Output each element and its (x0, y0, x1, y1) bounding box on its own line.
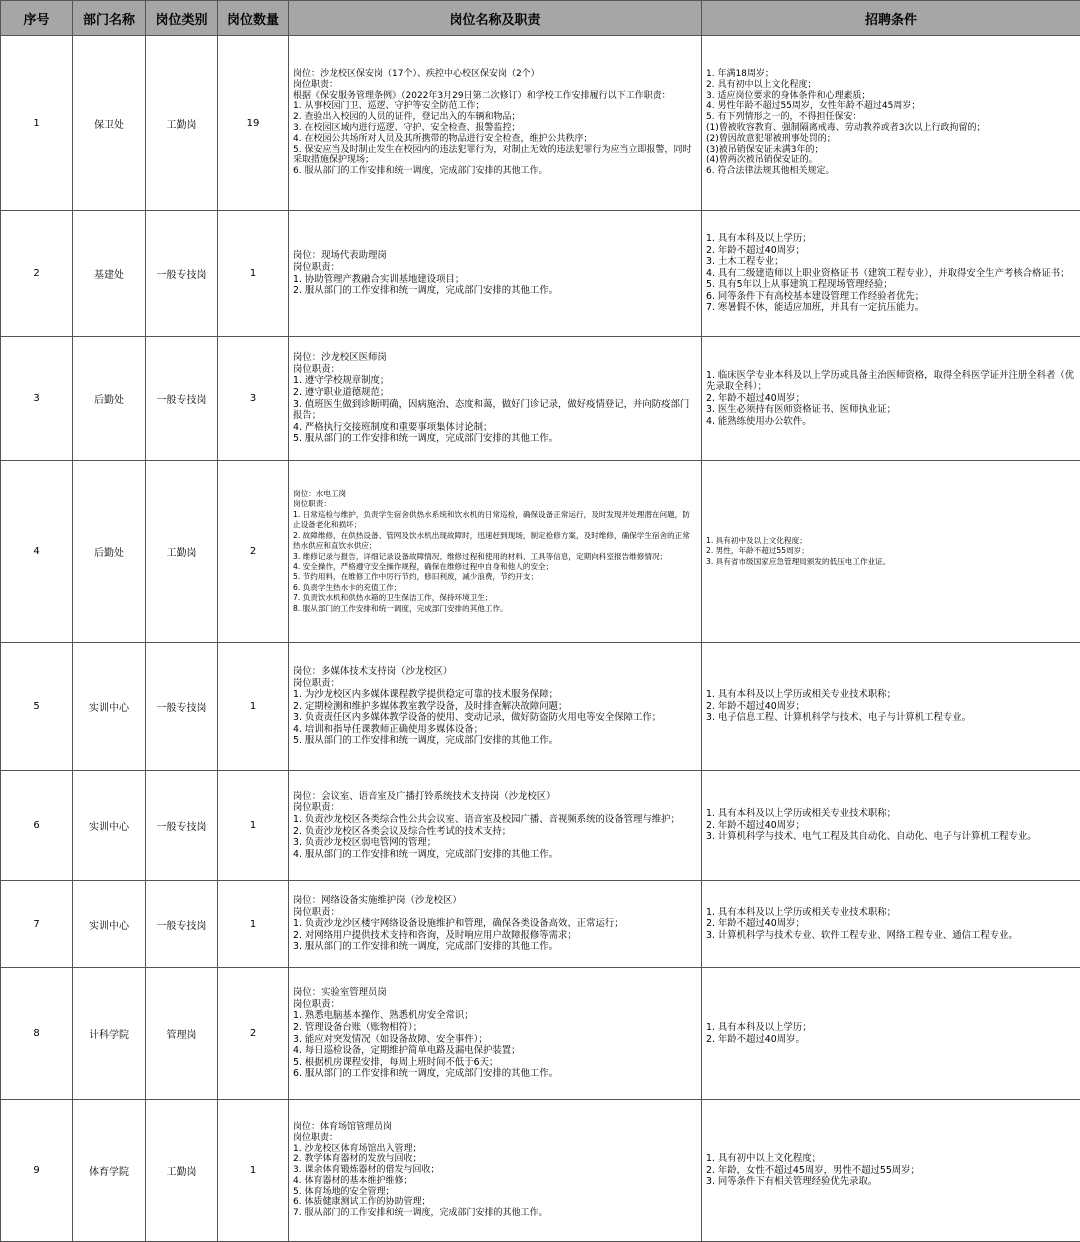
requirement-line: (1)曾被收容教育、强制隔离戒毒、劳动教养或者3次以上行政拘留的； (706, 123, 1076, 134)
duty-line: 3. 维修记录与报告，详细记录设备故障情况、维修过程和使用的材料、工具等信息，定期向科室报告维修情况； (293, 552, 697, 562)
cell-requirements (702, 461, 1080, 643)
requirement-line: 4. 能熟练使用办公软件。 (706, 416, 1076, 428)
duty-line: 1. 沙龙校区体育场馆出入管理； (293, 1144, 697, 1155)
duty-line: 3. 在校园区域内进行巡逻、守护、安全检查、报警监控； (293, 123, 697, 134)
cell-requirements (702, 881, 1080, 968)
duty-line: 岗位职责： (293, 678, 697, 690)
cell-seq: 2 (1, 211, 73, 337)
cell-seq: 6 (1, 771, 73, 881)
duty-line: 岗位职责： (293, 262, 697, 274)
cell-category: 一般专技岗 (146, 771, 218, 881)
duty-line: 2. 服从部门的工作安排和统一调度，完成部门安排的其他工作。 (293, 285, 697, 297)
duty-line: 3. 值班医生做到诊断明确，因病施治、态度和蔼，做好门诊记录，做好疫情登记，并向防疫部门报告； (293, 399, 697, 422)
cell-category: 工勤岗 (146, 461, 218, 643)
duty-line: 5. 服从部门的工作安排和统一调度，完成部门安排的其他工作。 (293, 735, 697, 747)
cell-dept: 实训中心 (73, 643, 146, 771)
requirement-line: 1. 具有本科及以上学历； (706, 233, 1076, 245)
requirement-line: 4. 男性年龄不超过55周岁，女性年龄不超过45周岁； (706, 101, 1076, 112)
requirement-line: 5. 具有5年以上从事建筑工程现场管理经验； (706, 279, 1076, 291)
cell-requirements (702, 36, 1080, 211)
duty-line: 5. 根据机房课程安排，每周上班时间不低于6天； (293, 1057, 697, 1069)
requirement-line: 5. 有下列情形之一的，不得担任保安： (706, 112, 1076, 123)
duty-line: 2. 管理设备台账（账物相符）； (293, 1022, 697, 1034)
duty-line: 2. 教学体育器材的发放与回收； (293, 1154, 697, 1165)
duty-line: 4. 安全操作，严格遵守安全操作规程，确保在维修过程中自身和他人的安全； (293, 562, 697, 572)
table-row (1, 643, 1080, 771)
cell-category: 工勤岗 (146, 36, 218, 211)
duty-line: 岗位职责： (293, 999, 697, 1011)
cell-requirements (702, 211, 1080, 337)
duty-line: 6. 体质健康测试工作的协助管理； (293, 1197, 697, 1208)
cell-count: 1 (218, 1100, 289, 1242)
duty-line: 4. 服从部门的工作安排和统一调度，完成部门安排的其他工作。 (293, 849, 697, 861)
requirement-line: 3. 同等条件下有相关管理经验优先录取。 (706, 1176, 1076, 1188)
duty-line: 岗位：网络设备实施维护岗（沙龙校区） (293, 895, 697, 907)
table-row (1, 461, 1080, 643)
duty-line: 1. 为沙龙校区内多媒体课程教学提供稳定可靠的技术服务保障； (293, 689, 697, 701)
cell-duties (289, 1100, 702, 1242)
duty-line: 4. 每日巡检设备，定期维护简单电路及漏电保护装置； (293, 1045, 697, 1057)
cell-category: 工勤岗 (146, 1100, 218, 1242)
cell-category: 一般专技岗 (146, 643, 218, 771)
duty-line: 1. 负责沙龙校区各类综合性公共会议室、语音室及校园广播、音视频系统的设备管理与维护； (293, 814, 697, 826)
header-duties: 岗位名称及职责 (289, 1, 702, 36)
duty-line: 岗位：实验室管理员岗 (293, 987, 697, 999)
cell-dept: 后勤处 (73, 461, 146, 643)
duty-line: 3. 负责责任区内多媒体教学设备的使用、变动记录，做好防盗防火用电等安全保障工作； (293, 712, 697, 724)
cell-count: 19 (218, 36, 289, 211)
requirement-line: 1. 年满18周岁； (706, 69, 1076, 80)
requirement-line: 2. 年龄不超过40周岁； (706, 918, 1076, 930)
requirement-line: 3. 计算机科学与技术、电气工程及其自动化、自动化、电子与计算机工程专业。 (706, 831, 1076, 843)
duty-line: 2. 故障维修，在供热设备、管网及饮水机出现故障时，迅速赶到现场，制定抢修方案，及时维修，确保学生宿舍的正常热水供应和直饮水供应； (293, 531, 697, 552)
header-dept: 部门名称 (73, 1, 146, 36)
cell-dept: 后勤处 (73, 337, 146, 461)
duty-line: 2. 查验出入校园的人员的证件，登记出入的车辆和物品； (293, 112, 697, 123)
duty-line: 2. 负责沙龙校区各类会议及综合性考试的技术支持； (293, 826, 697, 838)
table-row (1, 337, 1080, 461)
duty-line: 岗位：沙龙校区保安岗（17个）、疾控中心校区保安岗（2个） (293, 69, 697, 80)
duty-line: 4. 体育器材的基本维护维修； (293, 1176, 697, 1187)
cell-requirements (702, 337, 1080, 461)
duty-line: 8. 服从部门的工作安排和统一调度，完成部门安排的其他工作。 (293, 604, 697, 614)
duty-line: 岗位职责： (293, 499, 697, 509)
duty-line: 岗位：体育场馆管理员岗 (293, 1122, 697, 1133)
cell-count: 3 (218, 337, 289, 461)
duty-line: 2. 定期检测和维护多媒体教室教学设备，及时排查解决故障问题； (293, 701, 697, 713)
requirement-line: 2. 具有初中以上文化程度； (706, 80, 1076, 91)
requirement-line: 7. 寒暑假不休，能适应加班，并具有一定抗压能力。 (706, 302, 1076, 314)
duty-line: 岗位职责： (293, 364, 697, 376)
cell-count: 2 (218, 461, 289, 643)
cell-category: 一般专技岗 (146, 337, 218, 461)
duty-line: 5. 保安应当及时制止发生在校园内的违法犯罪行为，对制止无效的违法犯罪行为应当立即报警，同时采取措施保护现场； (293, 145, 697, 167)
requirement-line: 2. 年龄不超过40周岁； (706, 701, 1076, 713)
header-requirements: 招聘条件 (702, 1, 1080, 36)
duty-line: 2. 遵守职业道德规范； (293, 387, 697, 399)
duty-line: 岗位职责： (293, 907, 697, 919)
requirement-line: 3. 计算机科学与技术专业、软件工程专业、网络工程专业、通信工程专业。 (706, 930, 1076, 942)
requirement-line: 1. 具有本科及以上学历； (706, 1022, 1076, 1034)
requirement-line: 1. 具有初中及以上文化程度； (706, 536, 1076, 546)
duty-line: 5. 服从部门的工作安排和统一调度，完成部门安排的其他工作。 (293, 433, 697, 445)
requirement-line: 3. 医生必须持有医师资格证书、医师执业证； (706, 404, 1076, 416)
table-row (1, 211, 1080, 337)
requirement-line: 2. 年龄，女性不超过45周岁，男性不超过55周岁； (706, 1165, 1076, 1177)
duty-line: 6. 服从部门的工作安排和统一调度，完成部门安排的其他工作。 (293, 1068, 697, 1080)
requirement-line: 1. 具有本科及以上学历或相关专业技术职称； (706, 689, 1076, 701)
table-row (1, 881, 1080, 968)
requirement-line: 1. 具有本科及以上学历或相关专业技术职称； (706, 907, 1076, 919)
cell-count: 1 (218, 771, 289, 881)
cell-category: 一般专技岗 (146, 881, 218, 968)
duty-line: 岗位：现场代表助理岗 (293, 250, 697, 262)
requirement-line: 3. 电子信息工程、计算机科学与技术、电子与计算机工程专业。 (706, 712, 1076, 724)
header-count: 岗位数量 (218, 1, 289, 36)
duty-line: 岗位：多媒体技术支持岗（沙龙校区） (293, 666, 697, 678)
duty-line: 岗位职责： (293, 80, 697, 91)
cell-duties (289, 771, 702, 881)
requirement-line: 6. 符合法律法规其他相关规定。 (706, 166, 1076, 177)
requirement-line: 3. 具有省市级国家应急管理局颁发的低压电工作业证。 (706, 557, 1076, 567)
cell-dept: 实训中心 (73, 771, 146, 881)
cell-count: 2 (218, 968, 289, 1100)
duty-line: 3. 负责沙龙校区弱电管网的管理； (293, 837, 697, 849)
cell-requirements (702, 968, 1080, 1100)
cell-dept: 体育学院 (73, 1100, 146, 1242)
cell-duties (289, 36, 702, 211)
cell-count: 1 (218, 881, 289, 968)
duty-line: 4. 严格执行交接班制度和重要事项集体讨论制； (293, 422, 697, 434)
requirement-line: 2. 男性，年龄不超过55周岁； (706, 546, 1076, 556)
cell-count: 1 (218, 211, 289, 337)
cell-duties (289, 337, 702, 461)
duty-line: 2. 对网络用户提供技术支持和咨询，及时响应用户故障报修等需求； (293, 930, 697, 942)
requirement-line: (3)被吊销保安证未满3年的； (706, 145, 1076, 156)
cell-seq: 5 (1, 643, 73, 771)
cell-seq: 1 (1, 36, 73, 211)
cell-requirements (702, 1100, 1080, 1242)
cell-duties (289, 643, 702, 771)
table-row (1, 36, 1080, 211)
table-row (1, 968, 1080, 1100)
requirement-line: 3. 适应岗位要求的身体条件和心理素质； (706, 91, 1076, 102)
cell-duties (289, 968, 702, 1100)
requirement-line: 1. 临床医学专业本科及以上学历或具备主治医师资格，取得全科医学证并注册全科者（优先录取全科）； (706, 370, 1076, 393)
duty-line: 岗位：沙龙校区医师岗 (293, 352, 697, 364)
requirement-line: 4. 具有二级建造师以上职业资格证书（建筑工程专业），并取得安全生产考核合格证书； (706, 268, 1076, 280)
cell-requirements (702, 771, 1080, 881)
header-row (1, 1, 1080, 36)
duty-line: 岗位职责： (293, 1133, 697, 1144)
requirement-line: 2. 年龄不超过40周岁； (706, 245, 1076, 257)
requirement-line: 2. 年龄不超过40周岁。 (706, 1034, 1076, 1046)
cell-duties (289, 881, 702, 968)
duty-line: 7. 负责饮水机和供热水箱的卫生保洁工作，保持环境卫生； (293, 593, 697, 603)
duty-line: 1. 日常巡检与维护，负责学生宿舍供热水系统和饮水机的日常巡检，确保设备正常运行，及时发现并处理潜在问题，防止设备老化和损坏； (293, 510, 697, 531)
cell-requirements (702, 643, 1080, 771)
duty-line: 6. 负责学生热水卡的充值工作； (293, 583, 697, 593)
cell-dept: 基建处 (73, 211, 146, 337)
cell-seq: 4 (1, 461, 73, 643)
duty-line: 5. 节约用料，在维修工作中厉行节约，修旧利废，减少浪费，节约开支； (293, 572, 697, 582)
requirement-line: 1. 具有初中以上文化程度； (706, 1153, 1076, 1165)
duty-line: 岗位职责： (293, 802, 697, 814)
requirement-line: 1. 具有本科及以上学历或相关专业技术职称； (706, 808, 1076, 820)
cell-seq: 8 (1, 968, 73, 1100)
duty-line: 1. 负责沙龙沙区楼宇网络设备设施维护和管理，确保各类设备高效、正常运行； (293, 918, 697, 930)
duty-line: 5. 体育场地的安全管理； (293, 1187, 697, 1198)
duty-line: 3. 能应对突发情况（如设备故障、安全事件）； (293, 1034, 697, 1046)
duty-line: 岗位：会议室、语音室及广播打铃系统技术支持岗（沙龙校区） (293, 791, 697, 803)
cell-dept: 实训中心 (73, 881, 146, 968)
duty-line: 6. 服从部门的工作安排和统一调度，完成部门安排的其他工作。 (293, 166, 697, 177)
cell-seq: 3 (1, 337, 73, 461)
cell-seq: 7 (1, 881, 73, 968)
requirement-line: 3. 土木工程专业； (706, 256, 1076, 268)
cell-dept: 保卫处 (73, 36, 146, 211)
duty-line: 3. 服从部门的工作安排和统一调度，完成部门安排的其他工作。 (293, 941, 697, 953)
duty-line: 1. 从事校园门卫、巡逻、守护等安全防范工作； (293, 101, 697, 112)
duty-line: 根据《保安服务管理条例》（2022年3月29日第二次修订）和学校工作安排履行以下工作职责： (293, 91, 697, 102)
requirement-line: 2. 年龄不超过40周岁； (706, 820, 1076, 832)
requirement-line: 2. 年龄不超过40周岁； (706, 393, 1076, 405)
table-row (1, 771, 1080, 881)
cell-count: 1 (218, 643, 289, 771)
duty-line: 4. 在校园公共场所对人员及其所携带的物品进行安全检查，维护公共秩序； (293, 134, 697, 145)
duty-line: 3. 课余体育锻炼器材的借发与回收； (293, 1165, 697, 1176)
duty-line: 1. 协助管理产教融合实训基地建设项目； (293, 274, 697, 286)
cell-dept: 计科学院 (73, 968, 146, 1100)
requirement-line: (2)曾因故意犯罪被刑事处罚的； (706, 134, 1076, 145)
cell-seq: 9 (1, 1100, 73, 1242)
cell-category: 管理岗 (146, 968, 218, 1100)
cell-duties (289, 211, 702, 337)
duty-line: 4. 培训和指导任课教师正确使用多媒体设备； (293, 724, 697, 736)
cell-duties (289, 461, 702, 643)
header-seq: 序号 (1, 1, 73, 36)
duty-line: 岗位：水电工岗 (293, 489, 697, 499)
cell-category: 一般专技岗 (146, 211, 218, 337)
requirement-line: (4)曾两次被吊销保安证的。 (706, 155, 1076, 166)
duty-line: 7. 服从部门的工作安排和统一调度，完成部门安排的其他工作。 (293, 1208, 697, 1219)
duty-line: 1. 熟悉电脑基本操作、熟悉机房安全常识； (293, 1010, 697, 1022)
requirement-line: 6. 同等条件下有高校基本建设管理工作经验者优先； (706, 291, 1076, 303)
header-category: 岗位类别 (146, 1, 218, 36)
table-row (1, 1100, 1080, 1242)
duty-line: 1. 遵守学校规章制度； (293, 375, 697, 387)
